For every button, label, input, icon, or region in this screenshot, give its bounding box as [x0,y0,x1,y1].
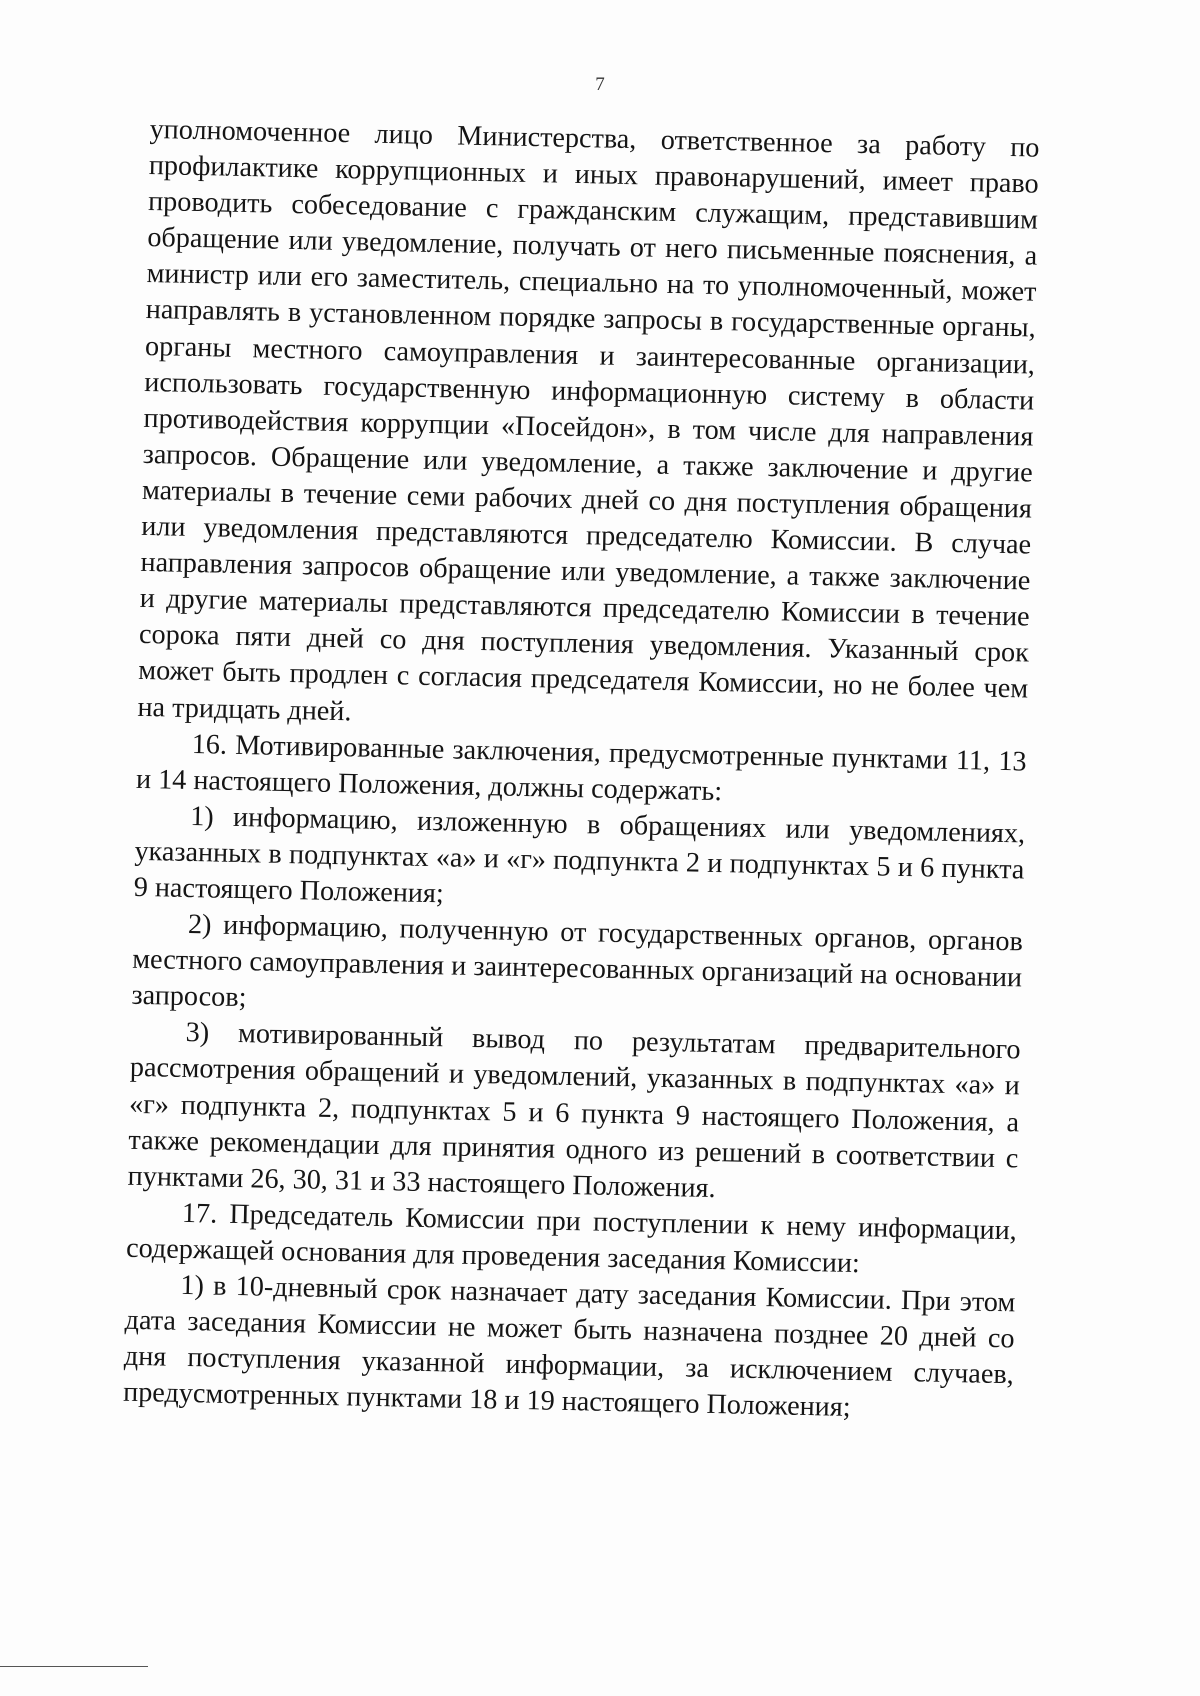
paragraph-item-17: 17. Председатель Комиссии при поступлении к нему информации, содержащей основания для проведения заседания Комиссии: [125,1197,1018,1280]
paragraph-subitem-1: 1) информацию, изложенную в обращениях или уведомлениях, указанных в подпунктах «а» и «г» подпункта 2 и подпунктах 5 и 6 пункта 9 настоящего Положения; [133,800,1026,910]
page-number: 7 [595,74,605,95]
document-body [123,112,1040,1430]
paragraph-subitem-3: 3) мотивированный вывод по результатам предварительного рассмотрения обращений и уведомлений, указанных в подпунктах «а» и «г» подпункта 2, подпунктах 5 и 6 пункта 9 настоящего Положения, а также рекомендации для принятия одного из решений в соответствии с пунктами 26, 30, 31 и 33 настоящего Положения. [127,1017,1021,1204]
paragraph-continuation: уполномоченное лицо Министерства, ответственное за работу по профилактике коррупционных и иных правонарушений, имеет право проводить собеседование с гражданским служащим, представившим обращение или уведомление, получать от него письменные пояснения, а министр или его заместитель, специально на то уполномоченный, может направлять в установленном порядке запросы в государственные органы, органы местного самоуправления и заинтересованные организации, использовать государственную информационную систему в области противодействия коррупции «Посейдон», в том числе для направления запросов. Обращение или уведомление, а также заключение и другие материалы в течение семи рабочих дней со дня поступления обращения или уведомления представляются председателю Комиссии. В случае направления запросов обращение или уведомление, а также заключение и другие материалы представляются председателю Комиссии в течение сорока пяти дней со дня поступления уведомления. Указанный срок может быть продлен с согласия председателя Комиссии, но не более чем на тридцать дней. [137,113,1040,727]
paragraph-item-17-subitem-1: 1) в 10-дневный срок назначает дату заседания Комиссии. При этом дата заседания Комиссии не может быть назначена позднее 20 дней со дня поступления указанной информации, за исключением случаев, предусмотренных пунктами 18 и 19 настоящего Положения; [122,1269,1016,1424]
paragraph-item-16: 16. Мотивированные заключения, предусмотренные пунктами 11, 13 и 14 настоящего Положения, должны содержать: [135,728,1027,807]
footnote-divider [0,1666,148,1667]
paragraph-subitem-2: 2) информацию, полученную от государственных органов, органов местного самоуправления и заинтересованных организаций на основании запросов; [131,909,1024,1014]
